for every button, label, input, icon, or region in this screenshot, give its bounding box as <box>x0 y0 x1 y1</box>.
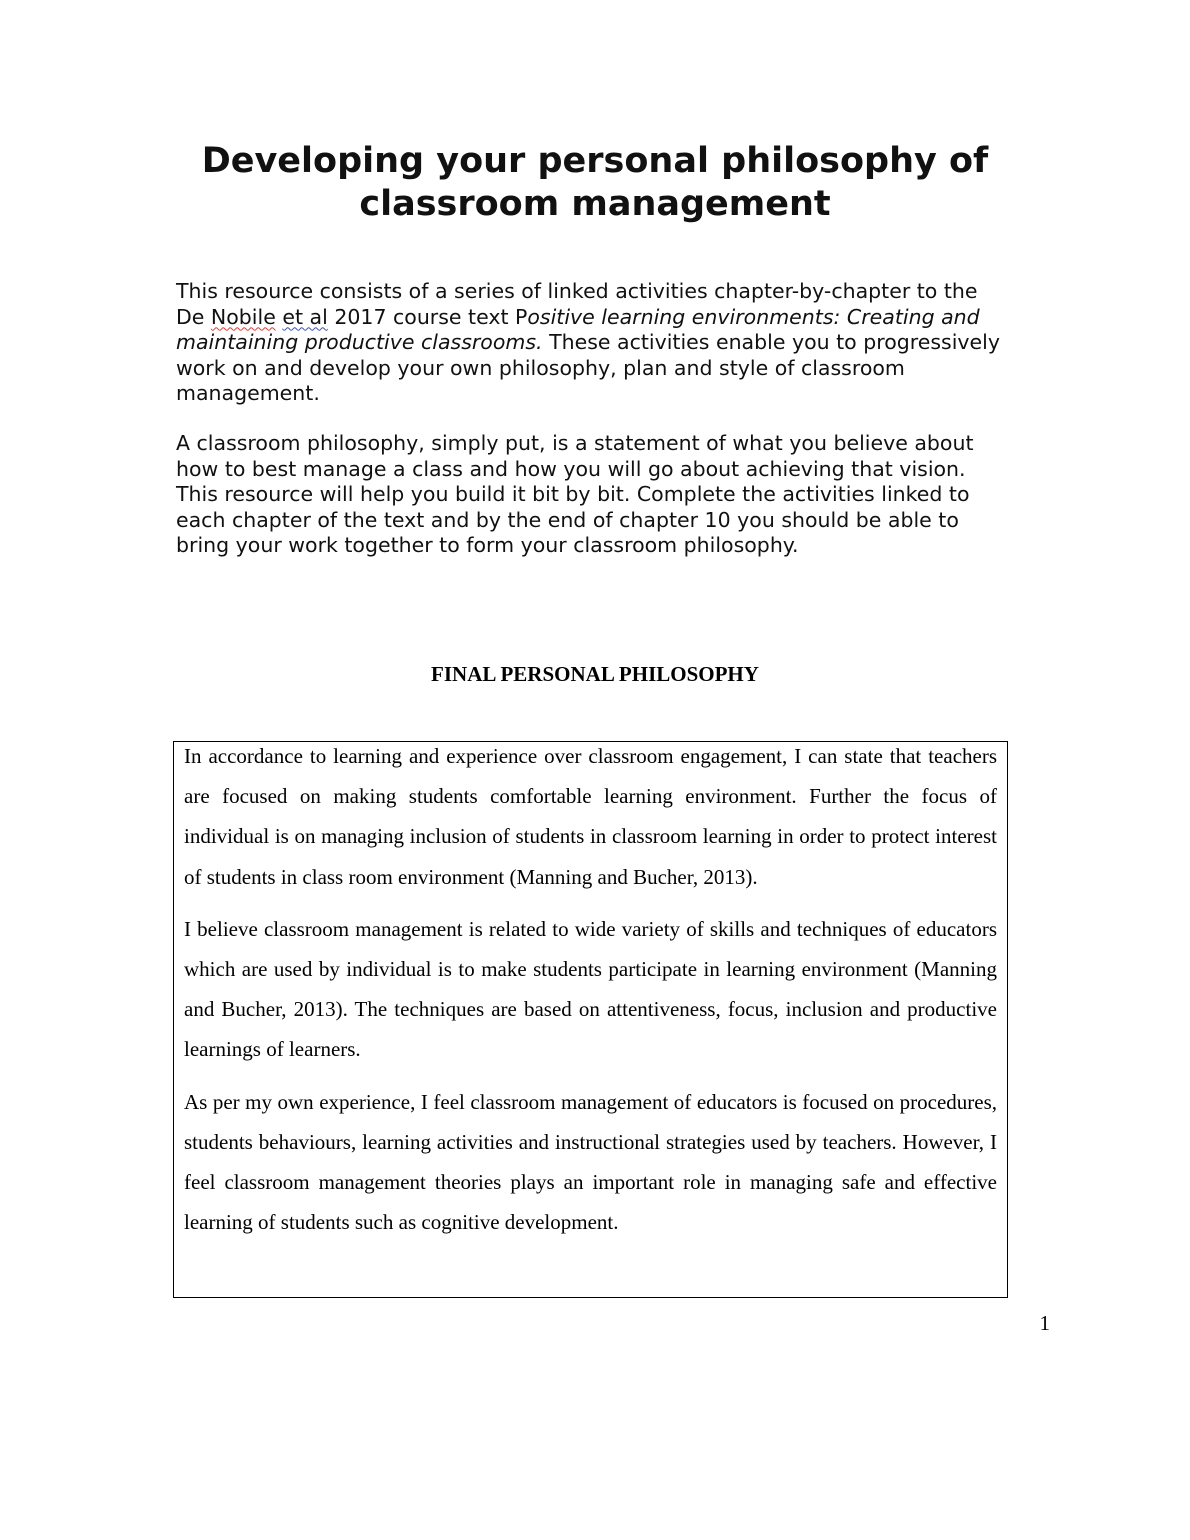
section-heading: FINAL PERSONAL PHILOSOPHY <box>431 662 759 686</box>
philosophy-paragraph-3: As per my own experience, I feel classroom management of educators is focused on procedures, students behaviours, learning activities and instructional strategies used by teachers. However, I feel classroom management theories plays an important role in managing safe and effective learning of students such as cognitive development. <box>184 1089 997 1235</box>
intro-text-end: These activities enable you to progressively work on and develop your own philosophy, plan and style of classroom management. <box>176 330 1000 406</box>
course-text-title: ositive learning environments: Creating and maintaining productive classrooms. <box>176 304 980 355</box>
spellcheck-word-nobile: Nobile <box>210 304 276 329</box>
intro-paragraph-2: A classroom philosophy, simply put, is a statement of what you believe about how to best manage a class and how you will go about achieving that vision. This resource will help you build it bit by bit. Complete the activities linked to each chapter of the text and by the end of chapter 10 you should be able to bring your work together to form your classroom philosophy. <box>176 431 974 558</box>
philosophy-paragraph-2: I believe classroom management is related to wide variety of skills and techniques of educators which are used by individual is to make students participate in learning environment (Manning and Bucher, 2013). The techniques are based on attentiveness, focus, inclusion and productive learnings of learners. <box>184 916 997 1062</box>
page-number: 1 <box>1039 1311 1050 1335</box>
document-title: Developing your personal philosophy of classroom management <box>201 141 989 224</box>
spellcheck-word-etal: et al <box>282 304 328 329</box>
intro-paragraph-1 <box>176 279 1006 407</box>
philosophy-paragraph-1: In accordance to learning and experience over classroom engagement, I can state that teachers are focused on making students comfortable learning environment. Further the focus of individual is on managing inclusion of students in classroom learning in order to protect interest of students in class room environment (Manning and Bucher, 2013). <box>184 744 997 889</box>
philosophy-text-box <box>173 741 1008 1298</box>
intro-text-start: This resource consists of a series of linked activities chapter-by-chapter to the De <box>176 279 978 329</box>
intro-text-year: 2017 course text P <box>327 304 528 329</box>
